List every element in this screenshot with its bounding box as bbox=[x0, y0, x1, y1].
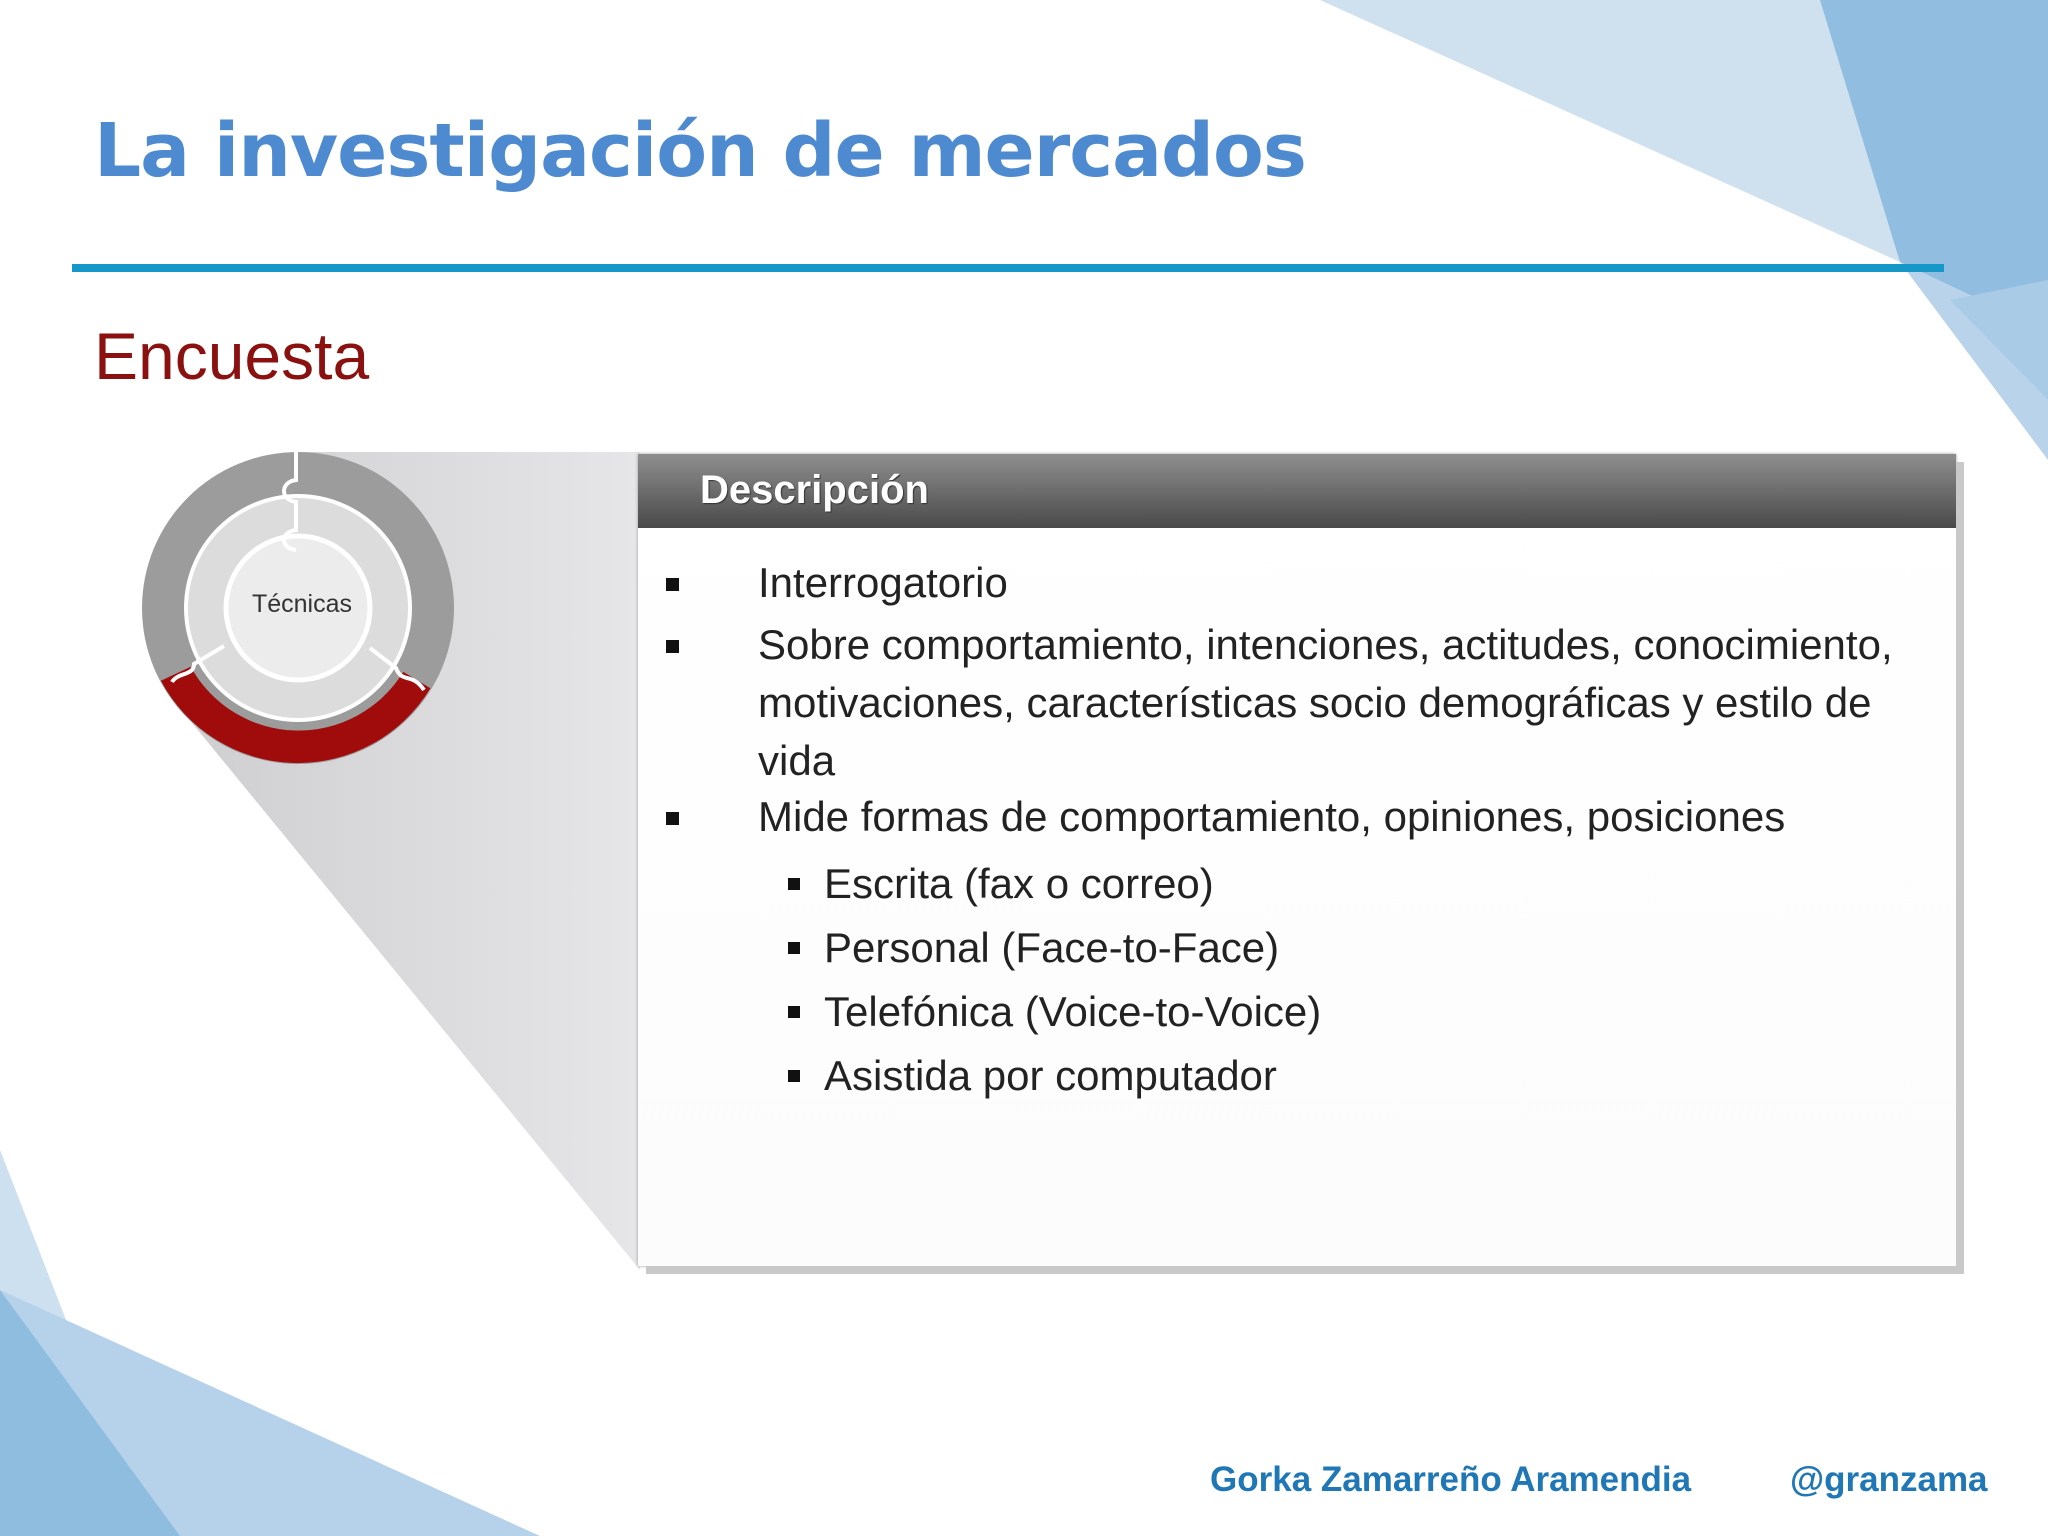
bullet-square-icon bbox=[788, 878, 800, 890]
panel-title: Descripción bbox=[700, 468, 929, 512]
sub-list-item bbox=[758, 980, 1932, 1044]
bullet-square-icon bbox=[788, 1070, 800, 1082]
bullet-list bbox=[662, 554, 1932, 1108]
bullet-square-icon bbox=[666, 578, 679, 591]
center-label: Técnicas bbox=[251, 590, 353, 618]
footer-handle: @granzama bbox=[1790, 1460, 1988, 1499]
slide-subtitle: Encuesta bbox=[94, 319, 370, 393]
sub-list-item bbox=[758, 1044, 1932, 1108]
sub-list-item bbox=[758, 852, 1932, 916]
description-panel bbox=[638, 454, 1956, 1266]
sub-bullet-text: Personal (Face-to-Face) bbox=[824, 924, 1280, 971]
sub-list-item bbox=[758, 916, 1932, 980]
bullet-square-icon bbox=[788, 942, 800, 954]
sub-bullet-text: Asistida por computador bbox=[824, 1052, 1277, 1099]
slide-title: La investigación de mercados bbox=[94, 108, 1306, 194]
sub-bullet-text: Telefónica (Voice-to-Voice) bbox=[824, 988, 1322, 1035]
panel-header bbox=[638, 454, 1956, 528]
bullet-square-icon bbox=[788, 1006, 800, 1018]
sub-bullet-list bbox=[758, 852, 1932, 1108]
bullet-square-icon bbox=[666, 812, 679, 825]
sub-bullet-text: Escrita (fax o correo) bbox=[824, 860, 1214, 907]
bullet-text: Interrogatorio bbox=[758, 559, 1008, 606]
bullet-text: Sobre comportamiento, intenciones, actitudes, conocimiento, motivaciones, características socio demográficas y estilo de vida bbox=[758, 621, 1893, 784]
list-item bbox=[662, 788, 1932, 1108]
list-item bbox=[662, 616, 1932, 790]
bullet-text: Mide formas de comportamiento, opiniones, posiciones bbox=[758, 793, 1786, 840]
list-item bbox=[662, 554, 1932, 612]
footer-author: Gorka Zamarreño Aramendia bbox=[1210, 1460, 1692, 1499]
bullet-square-icon bbox=[666, 640, 679, 653]
